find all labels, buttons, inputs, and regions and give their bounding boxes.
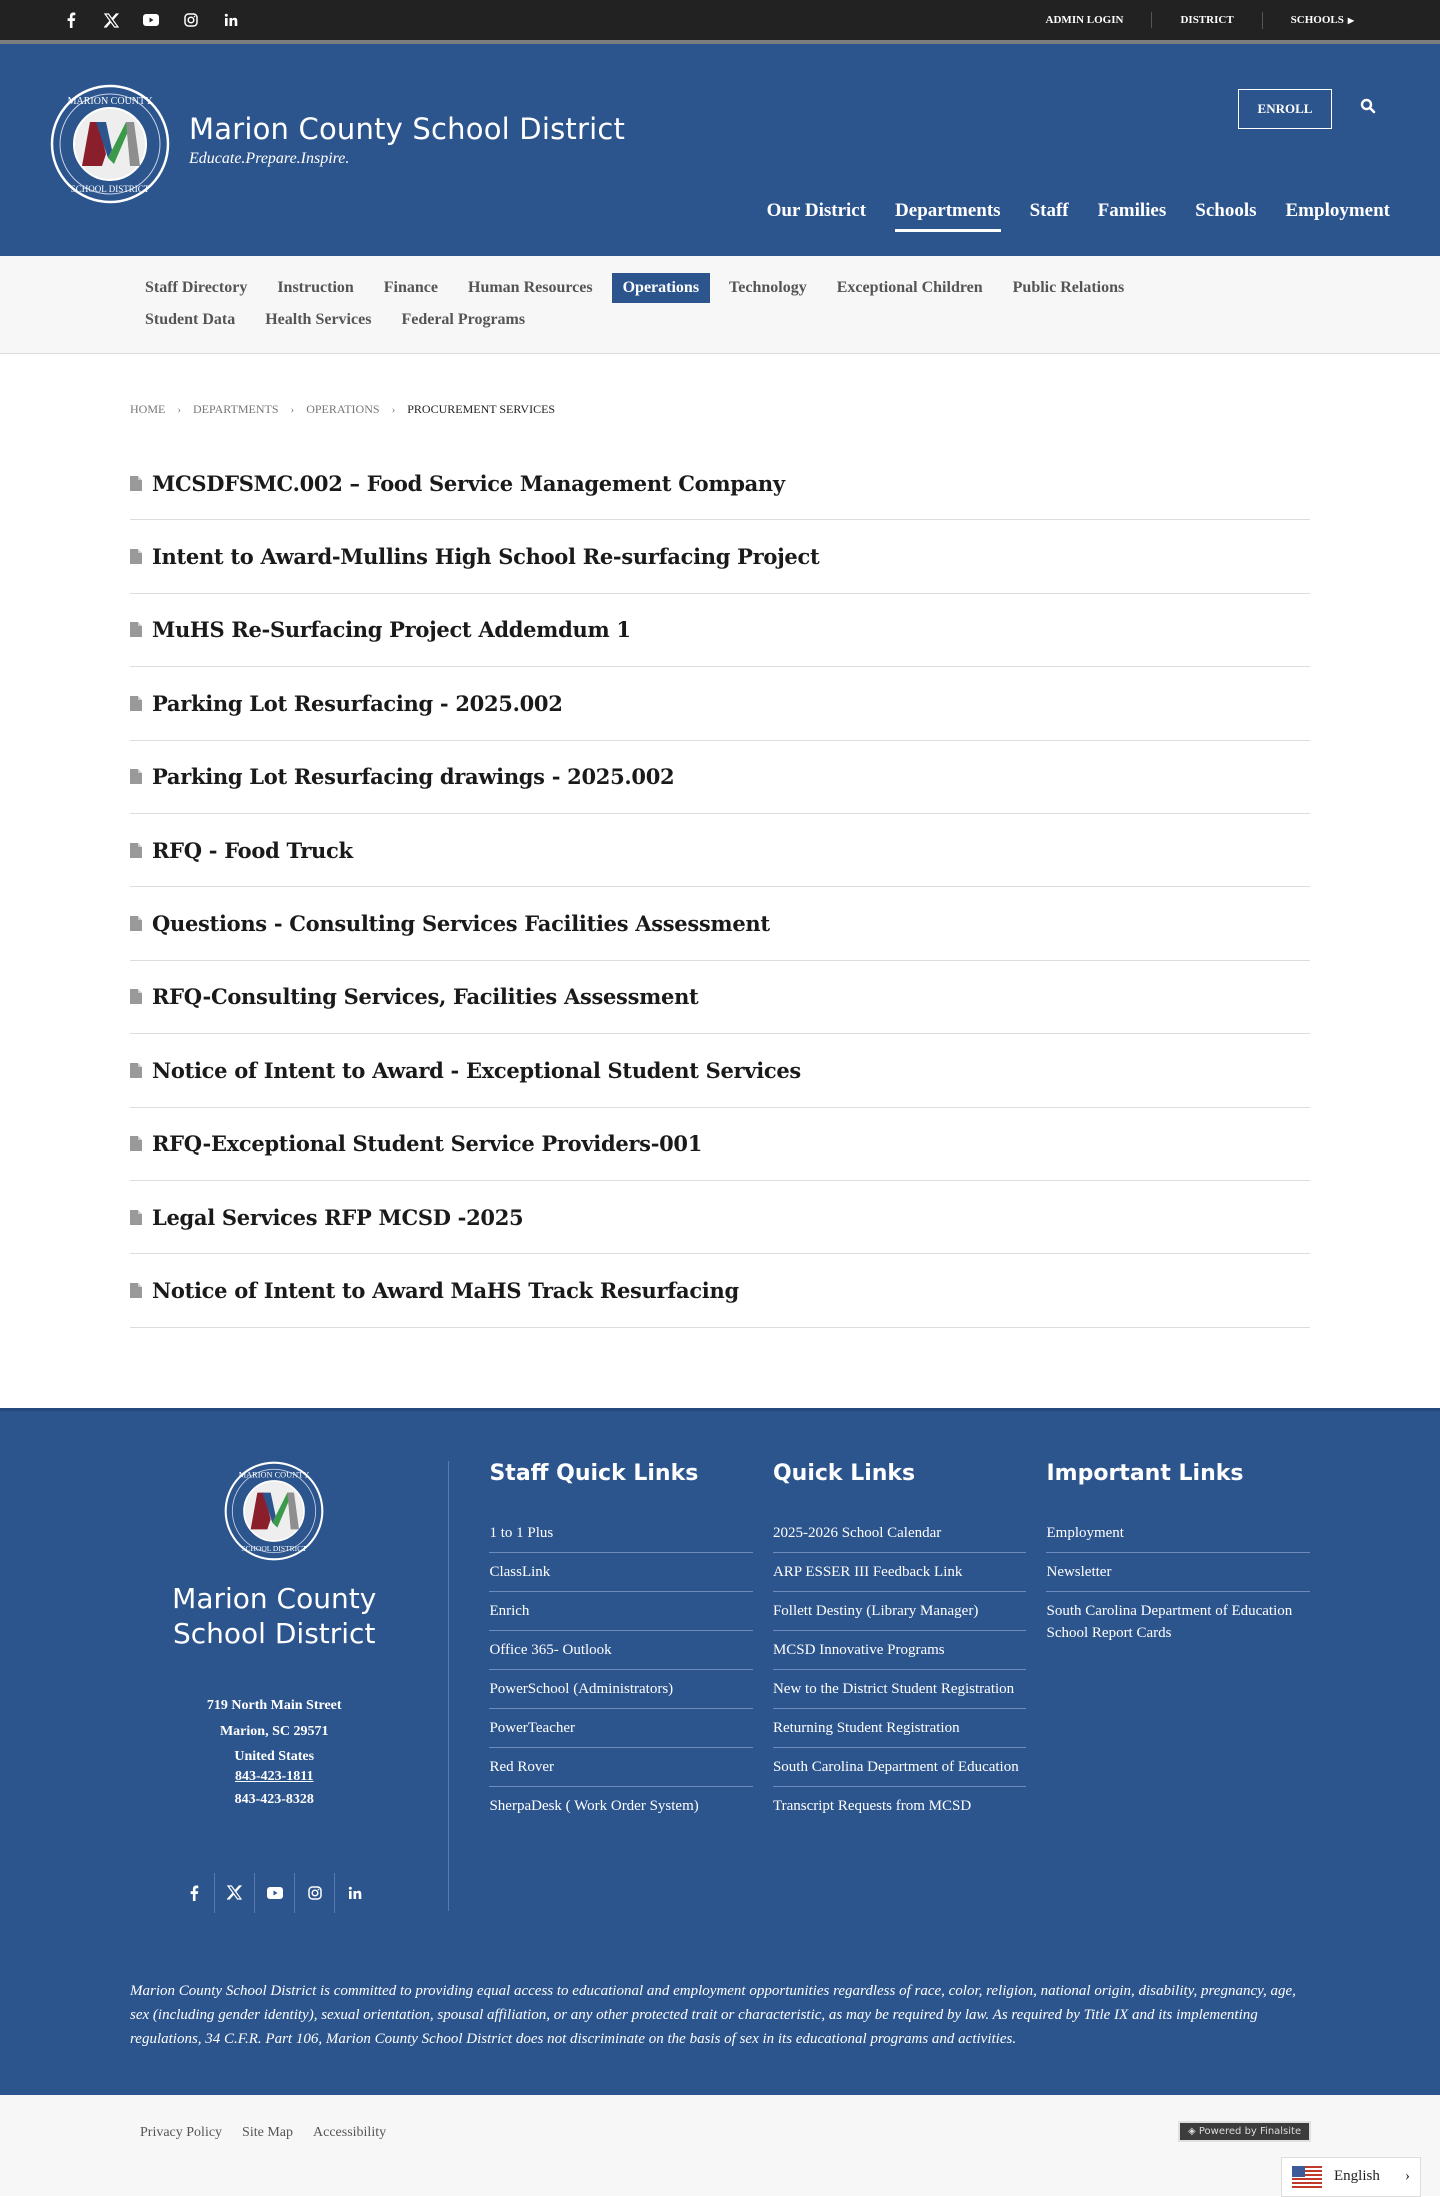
x-icon[interactable] <box>102 11 120 29</box>
file-icon <box>130 1136 142 1151</box>
subnav-instruction[interactable]: Instruction <box>277 279 354 296</box>
footer-link[interactable]: 1 to 1 Plus <box>489 1524 554 1541</box>
nav-departments[interactable]: Departments <box>895 200 1001 232</box>
quick-links <box>773 1461 1027 1911</box>
breadcrumb-operations[interactable]: OPERATIONS <box>306 402 380 416</box>
staff-quick-links-heading: Staff Quick Links <box>489 1460 699 1486</box>
breadcrumb <box>130 402 1310 417</box>
site-header <box>0 44 1440 256</box>
caret-right-icon: ▶ <box>1347 15 1354 25</box>
nav-schools[interactable]: Schools <box>1195 200 1257 221</box>
list-item <box>130 1254 1310 1327</box>
svg-text:MARION COUNTY: MARION COUNTY <box>67 96 153 107</box>
privacy-policy-link[interactable]: Privacy Policy <box>140 2124 223 2140</box>
footer-link[interactable]: 2025-2026 School Calendar <box>772 1524 942 1541</box>
footer-social-links <box>130 1873 418 1913</box>
subnav-federal-programs[interactable]: Federal Programs <box>401 311 526 328</box>
footer-district-name <box>130 1581 418 1651</box>
facebook-icon[interactable] <box>174 1873 214 1913</box>
powered-by-finalsite-badge[interactable] <box>1178 2121 1311 2142</box>
legal-links <box>140 2125 386 2141</box>
footer-link[interactable]: ARP ESSER III Feedback Link <box>772 1563 963 1580</box>
linkedin-icon[interactable] <box>222 11 240 29</box>
svg-text:SCHOOL DISTRICT: SCHOOL DISTRICT <box>241 1543 307 1553</box>
subnav-student-data[interactable]: Student Data <box>145 311 236 328</box>
list-item <box>130 961 1310 1034</box>
chevron-right-icon: › <box>290 403 295 416</box>
quick-links-heading: Quick Links <box>772 1460 916 1486</box>
main-nav <box>767 200 1390 232</box>
svg-text:SCHOOL DISTRICT: SCHOOL DISTRICT <box>70 184 150 194</box>
subnav-public-relations[interactable]: Public Relations <box>1012 279 1125 296</box>
subnav-operations[interactable]: Operations <box>612 273 710 303</box>
footer-link[interactable]: Follett Destiny (Library Manager) <box>772 1602 979 1619</box>
breadcrumb-home[interactable]: HOME <box>130 402 166 416</box>
footer-logo <box>224 1461 324 1561</box>
important-links <box>1046 1461 1310 1911</box>
district-link[interactable]: DISTRICT <box>1151 12 1261 28</box>
x-icon[interactable] <box>214 1873 254 1913</box>
file-icon <box>130 1283 142 1298</box>
site-map-link[interactable]: Site Map <box>242 2124 293 2140</box>
subnav-finance[interactable]: Finance <box>383 279 438 296</box>
file-icon <box>130 622 142 637</box>
nav-our-district[interactable]: Our District <box>766 200 867 221</box>
main-content <box>0 354 1440 1408</box>
svg-text:MARION COUNTY: MARION COUNTY <box>238 1470 310 1480</box>
nav-families[interactable]: Families <box>1097 200 1167 221</box>
file-icon <box>130 769 142 784</box>
footer-name-line1: Marion County <box>172 1581 377 1615</box>
bottom-bar <box>0 2095 1440 2196</box>
search-icon[interactable] <box>1360 98 1380 118</box>
file-icon <box>130 989 142 1004</box>
utility-bar <box>0 0 1440 44</box>
finalsite-icon: ◈ <box>1188 2125 1199 2137</box>
language-selector[interactable] <box>1281 2157 1421 2197</box>
list-item <box>130 814 1310 887</box>
footer-link[interactable]: South Carolina Department of Education School Report Cards <box>1046 1602 1293 1641</box>
file-icon <box>130 916 142 931</box>
list-item <box>130 741 1310 814</box>
document-link[interactable]: Parking Lot Resurfacing drawings - 2025.002 <box>152 764 675 790</box>
staff-quick-links <box>489 1461 753 1911</box>
subnav-health-services[interactable]: Health Services <box>265 311 372 328</box>
file-icon <box>130 549 142 564</box>
site-footer <box>0 1408 1440 2095</box>
chevron-right-icon: › <box>177 403 182 416</box>
footer-link[interactable]: Enrich <box>489 1602 530 1619</box>
subnav-exceptional-children[interactable]: Exceptional Children <box>836 279 983 296</box>
phone-link[interactable]: 843-423-1811 <box>234 1768 314 1784</box>
language-label: English <box>1334 2168 1380 2185</box>
list-item <box>130 1181 1310 1254</box>
list-item <box>130 1034 1310 1107</box>
document-link[interactable]: MuHS Re-Surfacing Project Addemdum 1 <box>152 617 631 643</box>
district-logo[interactable] <box>50 84 170 204</box>
instagram-icon[interactable] <box>294 1873 334 1913</box>
youtube-icon[interactable] <box>254 1873 294 1913</box>
footer-address <box>130 1693 418 1813</box>
powered-label: Powered by Finalsite <box>1198 2125 1302 2137</box>
footer-link[interactable]: ClassLink <box>489 1563 551 1580</box>
nav-employment[interactable]: Employment <box>1285 200 1390 221</box>
schools-label: SCHOOLS <box>1290 13 1344 26</box>
chevron-right-icon: › <box>1405 2168 1410 2185</box>
file-icon <box>130 1210 142 1225</box>
breadcrumb-departments[interactable]: DEPARTMENTS <box>193 402 279 416</box>
document-link[interactable]: RFQ-Exceptional Student Service Providers-001 <box>152 1131 703 1157</box>
list-item <box>130 447 1310 520</box>
admin-login-link[interactable]: ADMIN LOGIN <box>1045 14 1124 26</box>
accessibility-link[interactable]: Accessibility <box>313 2124 387 2140</box>
footer-link[interactable]: Office 365- Outlook <box>489 1641 612 1658</box>
list-item <box>130 887 1310 960</box>
site-title[interactable]: Marion County School District <box>189 112 626 146</box>
footer-link[interactable]: Red Rover <box>489 1758 555 1775</box>
list-item <box>130 1108 1310 1181</box>
subnav-technology[interactable]: Technology <box>729 279 807 296</box>
footer-link[interactable]: PowerTeacher <box>489 1719 576 1736</box>
address-street: 719 North Main Street <box>206 1697 342 1713</box>
breadcrumb-current: PROCUREMENT SERVICES <box>407 402 556 416</box>
footer-link[interactable]: PowerSchool (Administrators) <box>489 1680 674 1697</box>
instagram-icon[interactable] <box>182 11 200 29</box>
footer-link[interactable]: SherpaDesk ( Work Order System) <box>489 1797 699 1814</box>
facebook-icon[interactable] <box>62 11 80 29</box>
document-link[interactable]: Parking Lot Resurfacing - 2025.002 <box>152 690 563 716</box>
subnav-staff-directory[interactable]: Staff Directory <box>145 279 248 296</box>
chevron-right-icon: › <box>391 403 396 416</box>
important-links-heading: Important Links <box>1046 1460 1244 1486</box>
file-icon <box>130 1063 142 1078</box>
youtube-icon[interactable] <box>142 11 160 29</box>
us-flag-icon <box>1292 2166 1322 2188</box>
file-icon <box>130 843 142 858</box>
linkedin-icon[interactable] <box>334 1873 374 1913</box>
footer-link[interactable]: New to the District Student Registration <box>772 1680 1015 1697</box>
footer-link[interactable]: Newsletter <box>1046 1563 1112 1580</box>
subnav-human-resources[interactable]: Human Resources <box>468 279 593 296</box>
document-link[interactable]: Intent to Award-Mullins High School Re-surfacing Project <box>152 544 820 570</box>
document-link[interactable]: Notice of Intent to Award - Exceptional Student Services <box>152 1057 801 1083</box>
footer-link[interactable]: MCSD Innovative Programs <box>772 1641 945 1658</box>
schools-dropdown[interactable] <box>1262 12 1382 29</box>
file-icon <box>130 476 142 491</box>
site-tagline: Educate.Prepare.Inspire. <box>189 150 350 167</box>
nav-staff[interactable]: Staff <box>1029 200 1069 221</box>
department-subnav <box>0 256 1440 354</box>
list-item <box>130 520 1310 593</box>
address-city: Marion, SC 29571 <box>219 1723 329 1739</box>
footer-contact <box>130 1461 449 1911</box>
document-link[interactable]: Notice of Intent to Award MaHS Track Resurfacing <box>152 1277 739 1303</box>
file-icon <box>130 696 142 711</box>
address-country: United States <box>234 1748 315 1764</box>
document-list <box>130 447 1310 1328</box>
footer-link[interactable]: Employment <box>1046 1524 1124 1541</box>
brand <box>189 112 625 168</box>
enroll-button[interactable]: ENROLL <box>1238 89 1332 129</box>
document-link[interactable]: RFQ-Consulting Services, Facilities Assessment <box>152 984 699 1010</box>
document-link[interactable]: MCSDFSMC.002 – Food Service Management Company <box>152 470 785 496</box>
list-item <box>130 594 1310 667</box>
list-item <box>130 667 1310 740</box>
document-link[interactable]: RFQ - Food Truck <box>152 837 353 863</box>
social-links-top <box>62 11 240 29</box>
footer-name-line2: School District <box>173 1616 376 1650</box>
document-link[interactable]: Questions - Consulting Services Facilities Assessment <box>152 911 770 937</box>
document-link[interactable]: Legal Services RFP MCSD -2025 <box>152 1204 524 1230</box>
footer-link[interactable]: Returning Student Registration <box>772 1719 960 1736</box>
fax-number: 843-423-8328 <box>234 1791 314 1807</box>
footer-link[interactable]: Transcript Requests from MCSD <box>772 1797 972 1814</box>
nondiscrimination-statement: Marion County School District is committed to providing equal access to educational and employment opportunities regardless of race, color, religion, national origin, disability, pregnancy, age, sex (including gender identity), sexual orientation, spousal affiliation, or any other protected trait or characteristic, as may be required by law. As required by Title IX and its implementing regulations, 34 C.F.R. Part 106, Marion County School District does not discriminate on the basis of sex in its educational programs and activities. <box>130 1982 1296 2047</box>
footer-link[interactable]: South Carolina Department of Education <box>772 1758 1019 1775</box>
utility-links <box>1018 12 1382 29</box>
